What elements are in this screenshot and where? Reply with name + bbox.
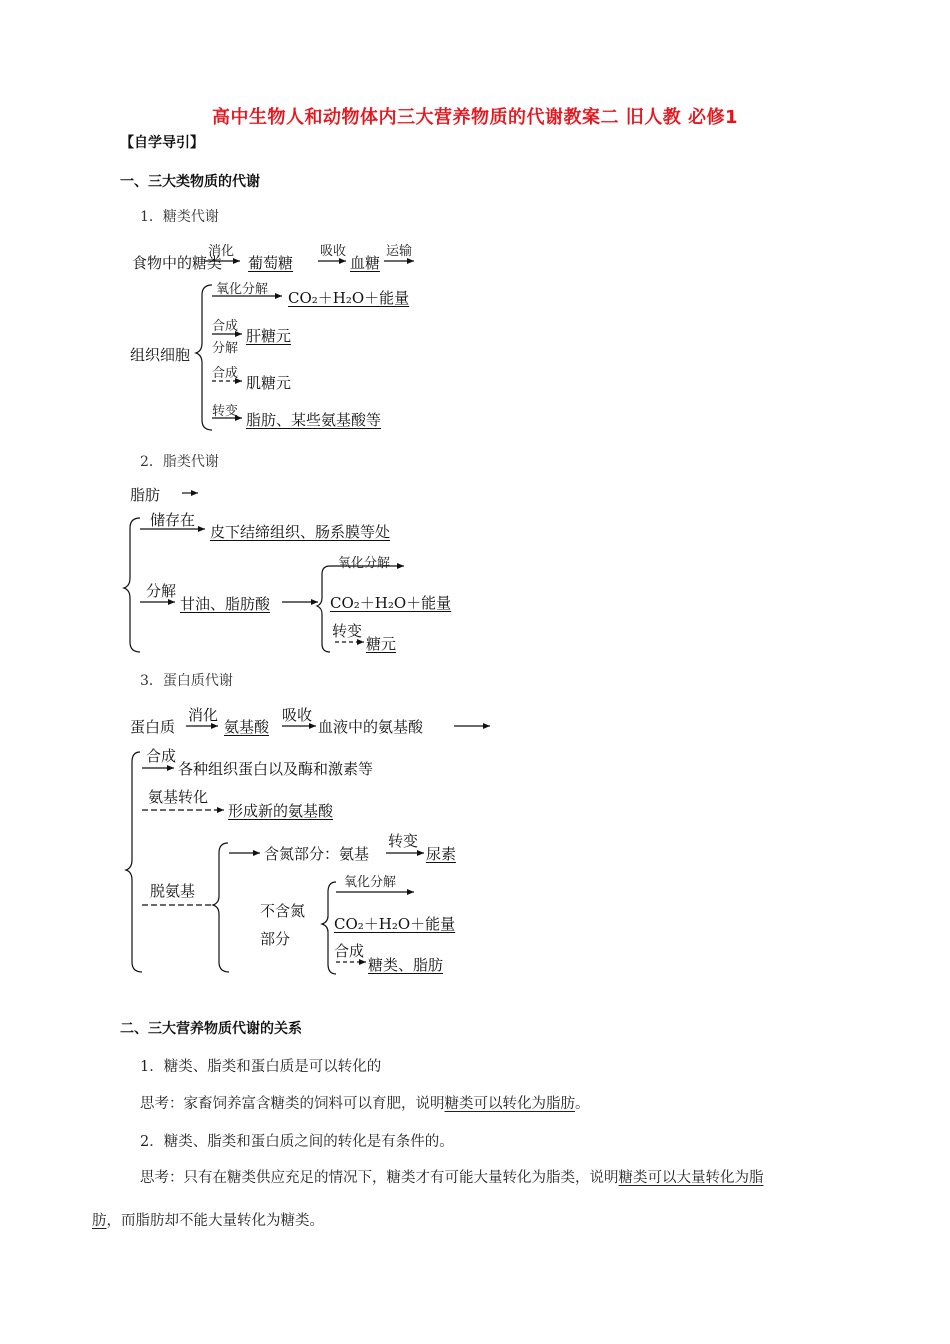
protein-protein: 蛋白质 [130,718,176,736]
think2-answer-b: 肪 [92,1213,107,1229]
protein-convert-label: 转变 [388,832,419,850]
protein-label: 3．蛋白质代谢 [140,673,233,689]
carb-products: CO₂＋H₂O＋能量 [288,289,410,307]
carb-liver-glycogen: 肝糖元 [246,327,292,345]
protein-blood-amino: 血液中的氨基酸 [318,718,424,736]
lipid-products: CO₂＋H₂O＋能量 [330,594,452,612]
page-title: 高中生物人和动物体内三大营养物质的代谢教案二 旧人教 必修1 [211,107,739,128]
carb-muscle-glycogen: 肌糖元 [246,374,292,392]
protein-urea: 尿素 [426,845,457,863]
lipid-oxidize-label: 氧化分解 [338,556,391,571]
section1-heading: 一、三大类物质的代谢 [120,174,260,190]
protein-new-amino: 形成新的氨基酸 [228,802,334,820]
protein-oxidize-label: 氧化分解 [344,875,397,890]
lipid-decomp-label: 分解 [146,582,177,600]
section2-think1 [140,1092,590,1113]
section2-heading: 二、三大营养物质代谢的关系 [120,1021,302,1037]
guide-label: 【自学导引】 [120,135,204,151]
lipid-convert-label: 转变 [332,622,363,640]
lipid-fat: 脂肪 [130,486,161,504]
think1-prefix: 思考：家畜饲养富含糖类的饲料可以育肥，说明 [140,1096,445,1112]
protein-absorb-label: 吸收 [282,706,313,724]
carb-tissue-cells: 组织细胞 [130,346,191,364]
carb-transport-label: 运输 [386,244,413,259]
protein-transamination-label: 氨基转化 [148,788,209,806]
section2-item1: 1．糖类、脂类和蛋白质是可以转化的 [140,1059,382,1075]
carb-decomp-label: 分解 [212,341,239,356]
carb-label: 1．糖类代谢 [140,209,219,225]
protein-non-n-part-1: 不含氮 [260,902,306,920]
carb-synth-label-1: 合成 [212,319,239,334]
protein-digest-label: 消化 [188,706,219,724]
lipid-locations: 皮下结缔组织、肠系膜等处 [210,523,391,541]
protein-n-part: 含氮部分：氨基 [264,845,370,863]
lipid-glycerol: 甘油、脂肪酸 [180,595,271,613]
protein-non-n-part-2: 部分 [260,930,291,948]
carb-synth-label-2: 合成 [212,366,239,381]
carb-blood-sugar: 血糖 [350,254,381,272]
carb-convert-label: 转变 [212,404,239,419]
protein-deamination-label: 脱氨基 [150,882,196,900]
carb-oxidize-label: 氧化分解 [216,282,269,297]
protein-products: CO₂＋H₂O＋能量 [334,915,456,933]
section2-think2-line2 [92,1209,324,1230]
carb-glucose: 葡萄糖 [248,254,294,272]
section2-item2: 2．糖类、脂类和蛋白质之间的转化是有条件的。 [140,1134,454,1150]
protein-sugar-fat: 糖类、脂肪 [368,956,444,974]
think2-suffix: ，而脂肪却不能大量转化为糖类。 [106,1213,324,1229]
think1-suffix: 。 [575,1096,590,1112]
think2-answer-a: 糖类可以大量转化为脂 [618,1170,764,1186]
protein-synth2-label: 合成 [334,942,365,960]
lipid-label: 2．脂类代谢 [140,454,219,470]
think1-answer: 糖类可以转化为脂肪 [444,1096,575,1112]
protein-tissue-proteins: 各种组织蛋白以及酶和激素等 [178,760,374,778]
carb-fat-amino: 脂肪、某些氨基酸等 [246,411,382,429]
protein-amino: 氨基酸 [224,718,270,736]
carb-digest-label: 消化 [208,244,235,259]
lipid-glycogen: 糖元 [366,635,397,653]
protein-synth-label: 合成 [146,747,177,765]
carb-food: 食物中的糖类 [132,254,223,272]
lipid-store-label: 储存在 [150,511,196,529]
carb-absorb-label: 吸收 [320,244,347,259]
section2-think2-line1 [140,1166,764,1187]
think2-prefix: 思考：只有在糖类供应充足的情况下，糖类才有可能大量转化为脂类，说明 [140,1170,619,1186]
